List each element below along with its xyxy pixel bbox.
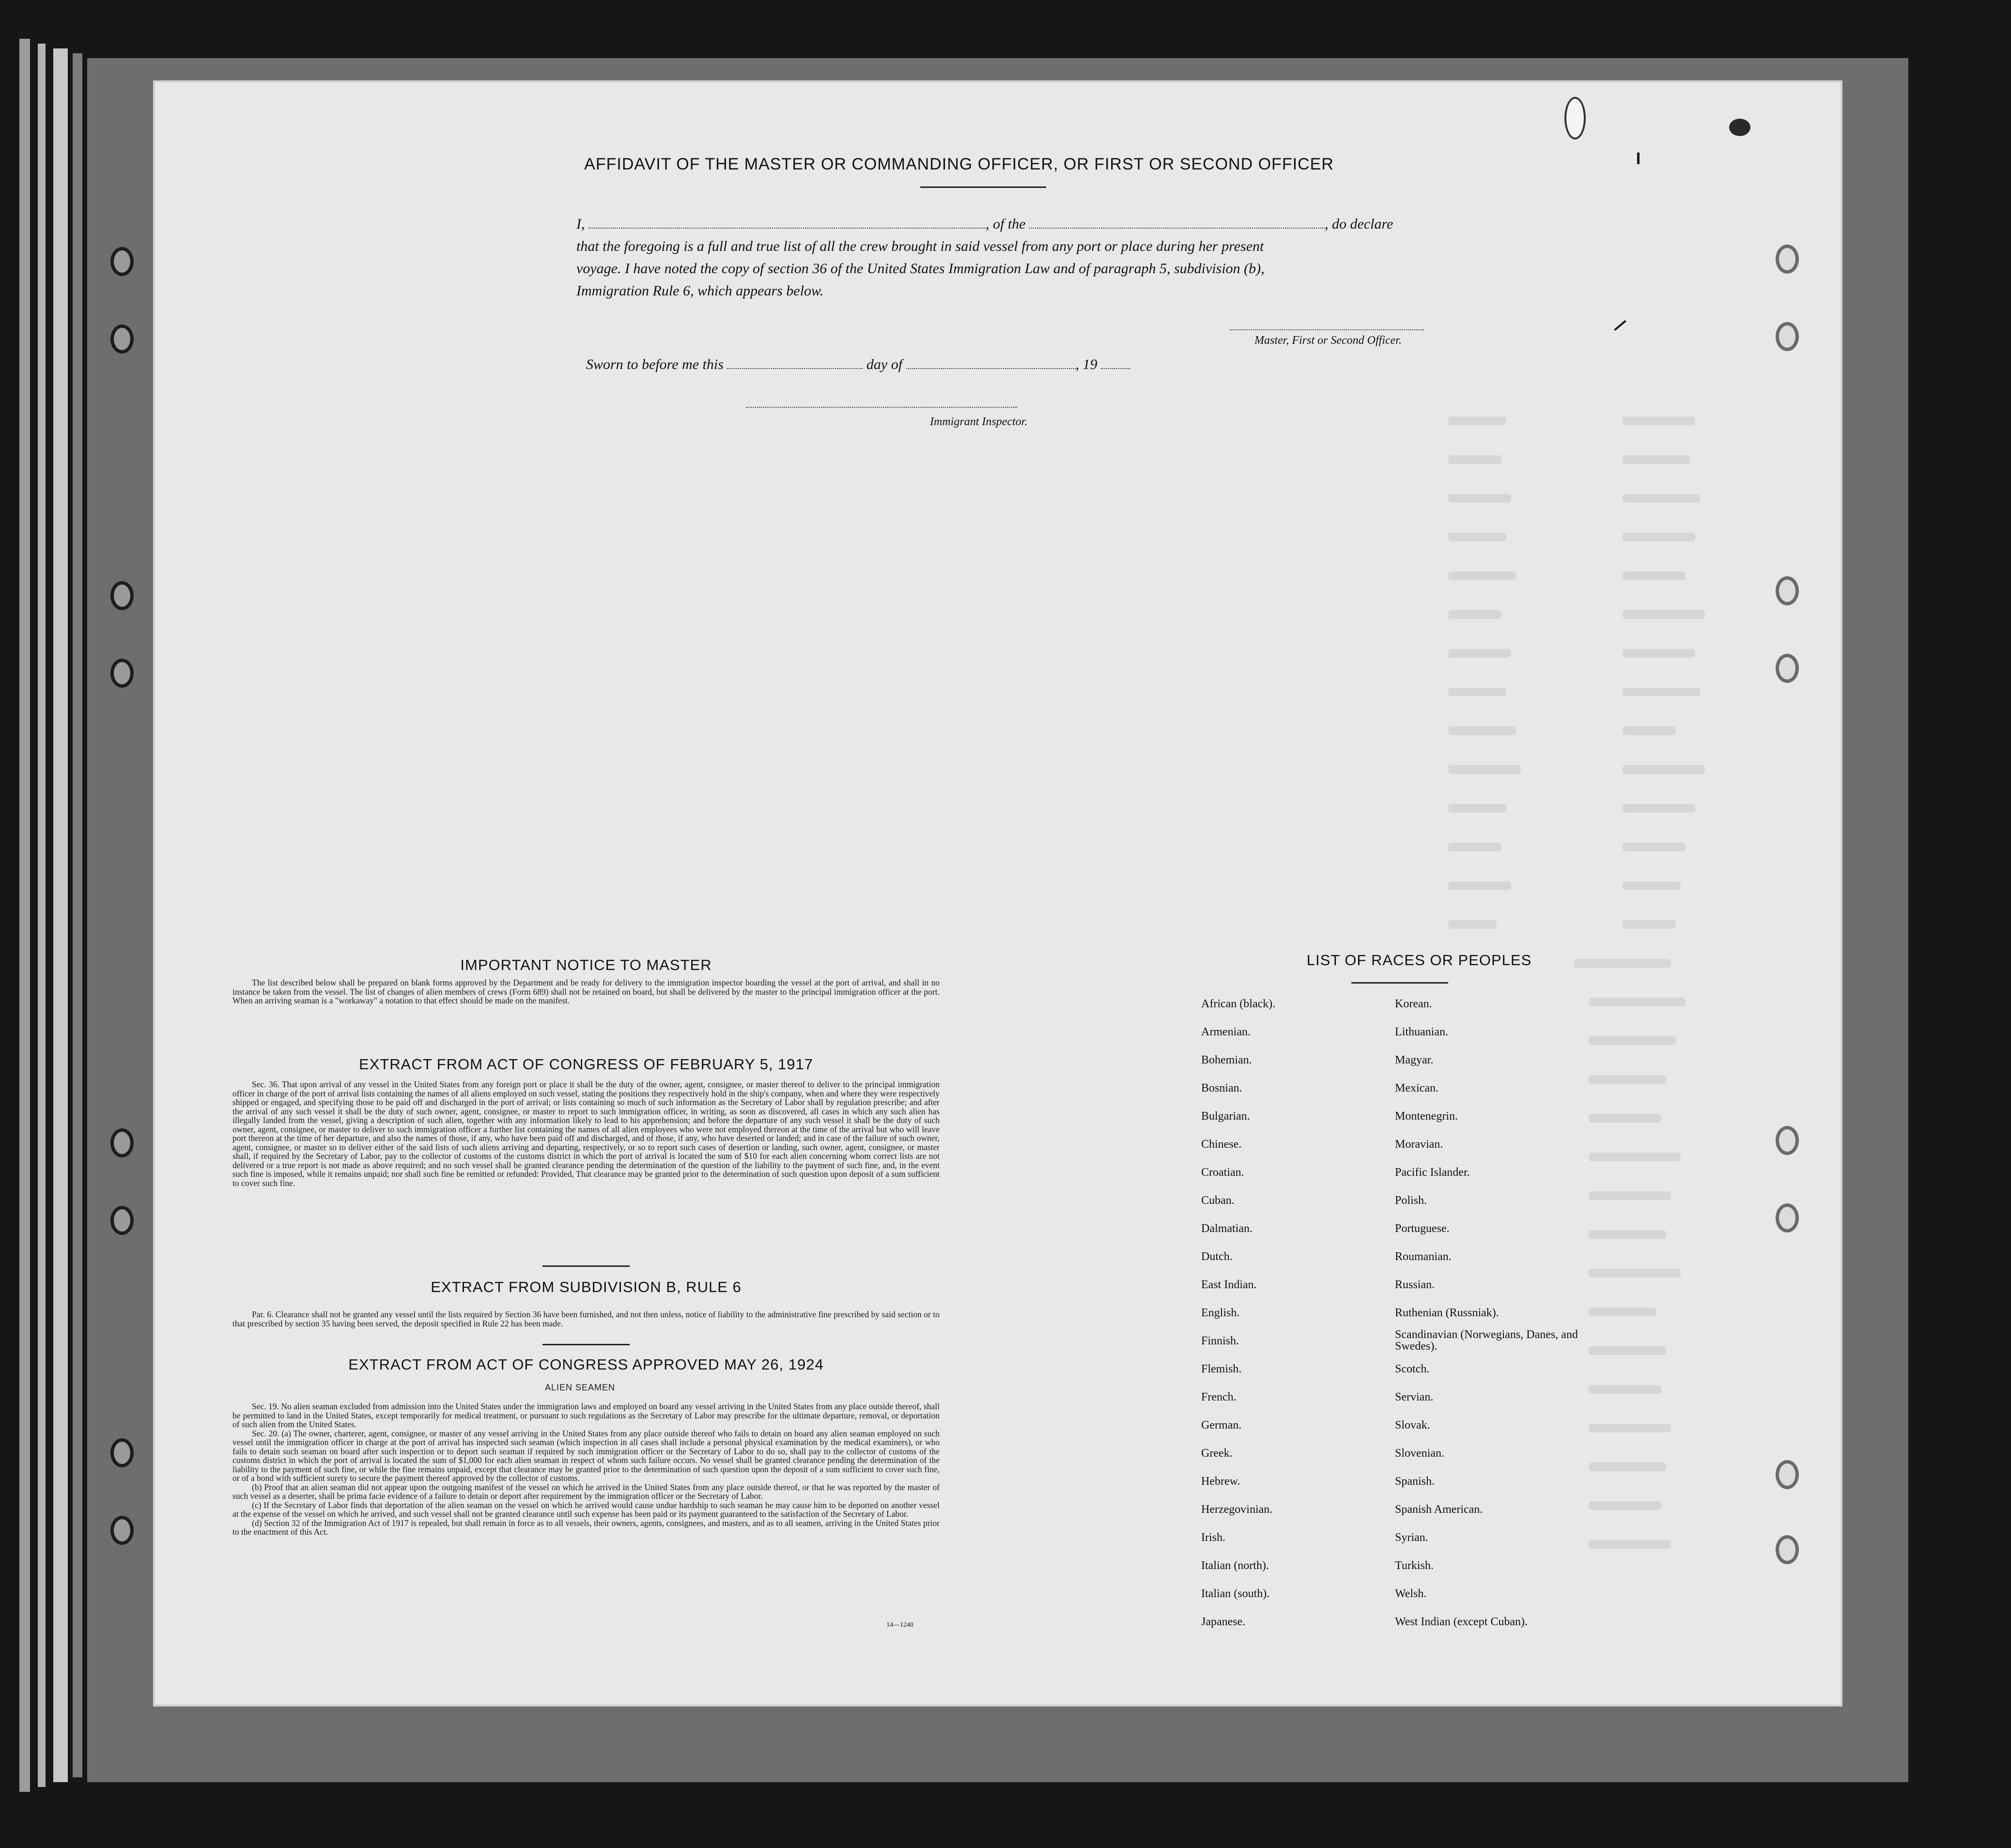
section-divider xyxy=(542,1344,630,1345)
bleed-through xyxy=(1448,804,1506,813)
declaration-line-4: Immigration Rule 6, which appears below. xyxy=(576,283,824,299)
bleed-through xyxy=(1623,804,1695,813)
sworn-label: Sworn to before me this xyxy=(586,356,724,372)
sec20c-paragraph: (c) If the Secretary of Labor finds that deportation of the alien seaman on the vessel on which he arrived would cause undue hardship to such seaman he may cause him to be deported on another vessel at the expense of the vessel on which he arrived, and such vessel shall not be granted clearance until such expense has been paid or its payment guaranteed to the satisfaction of the Secretary of Labor. xyxy=(232,1500,940,1519)
bleed-through xyxy=(1448,688,1506,696)
race-item: Bohemian. xyxy=(1201,1054,1252,1066)
race-item: English. xyxy=(1201,1307,1240,1319)
bleed-through xyxy=(1623,649,1695,658)
i-label: I, xyxy=(576,216,585,232)
race-item: Scandinavian (Norwegians, Danes, and Swedes). xyxy=(1395,1328,1578,1353)
title-underline xyxy=(920,186,1046,188)
name-blank xyxy=(588,228,986,229)
bleed-through xyxy=(1623,455,1690,464)
declaration-line-2: that the foregoing is a full and true list of all the crew brought in said vessel from any port or place during her present xyxy=(576,238,1264,254)
race-item: Russian. xyxy=(1395,1278,1435,1291)
extract-1917-heading: EXTRACT FROM ACT OF CONGRESS OF FEBRUARY 5, 1917 xyxy=(358,1056,814,1073)
binding-edge xyxy=(53,48,68,1782)
binder-hole xyxy=(110,1206,134,1235)
races-underline xyxy=(1351,982,1448,984)
extract-1917-text xyxy=(232,1080,940,1187)
bleed-through xyxy=(1623,920,1676,929)
bleed-through xyxy=(1589,1308,1656,1316)
binding-edge xyxy=(73,53,82,1777)
rule6-heading: EXTRACT FROM SUBDIVISION B, RULE 6 xyxy=(431,1278,742,1295)
race-item: Scotch. xyxy=(1395,1363,1430,1375)
race-item: Dalmatian. xyxy=(1201,1222,1253,1235)
sec20b-paragraph: (b) Proof that an alien seaman did not appear upon the outgoing manifest of the vessel on which he arrived in the United States from any place outside thereof, or that he was reported by the master of such vessel as a deserter, shall be prima facie evidence of a failure to detain or deport after requirement by the immigration officer or the Secretary of Labor. xyxy=(232,1482,940,1501)
bleed-through xyxy=(1448,843,1501,851)
race-item: Turkish. xyxy=(1395,1559,1434,1572)
bleed-through xyxy=(1623,881,1681,890)
notice-paragraph: The list described below shall be prepared on blank forms approved by the Department and be ready for delivery to the immigration inspector boarding the vessel at the port of arrival, and shall in no instance be taken from the vessel. The list of changes of alien members of crews (Form 689) shall not be retained on board, but shall be delivered by the master to the principal immigration officer at the port. When an arriving seaman is a "workaway" a notation to that effect should be made on the manifest. xyxy=(232,978,940,1005)
race-item: Spanish. xyxy=(1395,1475,1435,1488)
sec20a-paragraph: Sec. 20. (a) The owner, charterer, agent, consignee, or master of any vessel arriving in the United States from any place outside thereof who fails to detain on board any alien seaman employed on such vessel until the immigration officer in charge at the port of arrival has inspected such seaman (which inspection in all cases shall include a personal physical examination by the medical examiners), or who fails to detain such seaman on board after such inspection or to deport such seaman if required by such immigration officer or the Secretary of Labor to do so, shall pay to the collector of customs of the customs district in which the port of arrival is located the sum of $1,000 for each alien seaman in respect of whom such failure occurs. No vessel shall be granted clearance pending the determination of the liability to the payment of such fine, or while the fine remains unpaid, except that clearance may be granted prior to the determination of such question upon the deposit of a sum sufficient to cover such fine, or of a bond with sufficient surety to secure the payment thereof approved by the collector of customs. xyxy=(232,1428,940,1483)
race-item: Croatian. xyxy=(1201,1166,1244,1179)
race-item: Mexican. xyxy=(1395,1082,1439,1094)
race-item: Bulgarian. xyxy=(1201,1110,1250,1123)
race-item: Moravian. xyxy=(1395,1138,1443,1151)
race-item: East Indian. xyxy=(1201,1278,1257,1291)
inspector-caption: Immigrant Inspector. xyxy=(930,416,1028,428)
binder-hole xyxy=(1776,1126,1799,1155)
tear-mark xyxy=(1564,97,1586,139)
form-number: 14—1240 xyxy=(886,1621,913,1629)
race-item: Korean. xyxy=(1395,998,1432,1010)
bleed-through xyxy=(1589,1424,1671,1432)
binder-hole xyxy=(1776,1203,1799,1232)
race-item: German. xyxy=(1201,1419,1242,1432)
binder-hole xyxy=(110,1438,134,1467)
bleed-through xyxy=(1448,610,1501,619)
race-item: Ruthenian (Russniak). xyxy=(1395,1307,1499,1319)
notice-heading: IMPORTANT NOTICE TO MASTER xyxy=(460,956,712,973)
extract-1924-text xyxy=(232,1402,940,1537)
bleed-through xyxy=(1589,1501,1661,1510)
bleed-through xyxy=(1623,494,1700,503)
sworn-line xyxy=(586,354,1472,376)
affidavit-title: AFFIDAVIT OF THE MASTER OR COMMANDING OFFICER, OR FIRST OR SECOND OFFICER xyxy=(584,155,1334,173)
bleed-through xyxy=(1623,571,1686,580)
races-heading: LIST OF RACES OR PEOPLES xyxy=(1306,952,1532,969)
rule6-text xyxy=(232,1310,940,1328)
bleed-through xyxy=(1589,998,1686,1006)
race-item: Portuguese. xyxy=(1395,1222,1450,1235)
month-blank xyxy=(906,368,1076,369)
do-declare-label: , do declare xyxy=(1325,216,1393,232)
race-item: Dutch. xyxy=(1201,1250,1233,1263)
bleed-through xyxy=(1589,1075,1666,1084)
tear-mark xyxy=(1729,119,1750,136)
bleed-through xyxy=(1448,920,1497,929)
inspector-blank xyxy=(746,407,1017,408)
bleed-through xyxy=(1589,1269,1681,1278)
binder-hole xyxy=(110,1128,134,1157)
bleed-through xyxy=(1589,1463,1666,1471)
binder-hole xyxy=(110,247,134,276)
race-item: Chinese. xyxy=(1201,1138,1242,1151)
year-blank xyxy=(1101,368,1130,369)
section-divider xyxy=(542,1265,630,1267)
race-item: African (black). xyxy=(1201,998,1276,1010)
race-item: French. xyxy=(1201,1391,1237,1403)
signature-caption: Master, First or Second Officer. xyxy=(1254,334,1402,347)
declaration-line-3: voyage. I have noted the copy of section 36 of the United States Immigration Law and of paragraph 5, subdivision (b), xyxy=(576,261,1265,277)
sec19-paragraph: Sec. 19. No alien seaman excluded from admission into the United States under the immigration laws and employed on board any vessel arriving in the United States from any place outside thereof, shall be permitted to land in the United States, except temporarily for medical treatment, or pursuant to such regulations as the Secretary of Labor may prescribe for the ultimate departure, removal, or deportation of such alien from the United States. xyxy=(232,1401,940,1429)
bleed-through xyxy=(1589,1346,1666,1355)
race-item: Irish. xyxy=(1201,1531,1225,1544)
notice-text xyxy=(232,978,940,1005)
day-blank xyxy=(727,368,863,369)
race-item: Pacific Islander. xyxy=(1395,1166,1470,1179)
binder-hole xyxy=(110,581,134,610)
race-item: Armenian. xyxy=(1201,1026,1251,1038)
race-item: Japanese. xyxy=(1201,1616,1246,1628)
rule6-paragraph: Par. 6. Clearance shall not be granted any vessel until the lists required by Section 36 have been furnished, and not then unless, notice of liability to the administrative fine prescribed by said section or to that prescribed by section 35 having been served, the deposit specified in Rule 22 has been made. xyxy=(232,1309,940,1328)
bleed-through xyxy=(1623,765,1705,774)
bleed-through xyxy=(1448,494,1511,503)
binder-hole xyxy=(110,324,134,354)
bleed-through xyxy=(1448,533,1506,541)
bleed-through xyxy=(1623,610,1705,619)
binder-hole xyxy=(110,659,134,688)
race-item: Hebrew. xyxy=(1201,1475,1240,1488)
binder-hole xyxy=(1776,1535,1799,1564)
pen-mark xyxy=(1637,153,1640,164)
extract-1924-heading: EXTRACT FROM ACT OF CONGRESS APPROVED MAY 26, 1924 xyxy=(348,1356,824,1373)
year-label: , 19 xyxy=(1075,356,1098,372)
bleed-through xyxy=(1589,1385,1661,1394)
race-item: Finnish. xyxy=(1201,1335,1239,1347)
binder-hole xyxy=(1776,654,1799,683)
declaration-line-1 xyxy=(576,213,1463,235)
bleed-through xyxy=(1623,843,1686,851)
binder-hole xyxy=(1776,1460,1799,1489)
race-item: Greek. xyxy=(1201,1447,1233,1460)
race-item: Slovak. xyxy=(1395,1419,1430,1432)
bleed-through xyxy=(1589,1230,1666,1239)
race-item: Italian (south). xyxy=(1201,1587,1270,1600)
race-item: Lithuanian. xyxy=(1395,1026,1448,1038)
race-item: Montenegrin. xyxy=(1395,1110,1458,1123)
bleed-through xyxy=(1623,726,1676,735)
binder-hole xyxy=(1776,576,1799,605)
binder-hole xyxy=(1776,245,1799,274)
bleed-through xyxy=(1448,649,1511,658)
bleed-through xyxy=(1448,455,1501,464)
bleed-through xyxy=(1623,688,1700,696)
bleed-through xyxy=(1623,416,1695,425)
race-item: Servian. xyxy=(1395,1391,1434,1403)
signature-blank xyxy=(1230,329,1424,330)
race-item: Herzegovinian. xyxy=(1201,1503,1273,1516)
sec20d-paragraph: (d) Section 32 of the Immigration Act of 1917 is repealed, but shall remain in force as to all vessels, their owners, agents, consignees, and masters, and as to all seamen, arriving in the United States prior to the enactment of this Act. xyxy=(232,1518,940,1537)
binder-hole xyxy=(110,1516,134,1545)
bleed-through xyxy=(1448,416,1506,425)
day-of-label: day of xyxy=(866,356,903,372)
bleed-through xyxy=(1589,1540,1671,1549)
bleed-through xyxy=(1448,881,1511,890)
binding-edge xyxy=(19,39,30,1792)
race-item: Magyar. xyxy=(1395,1054,1434,1066)
of-the-label: , of the xyxy=(986,216,1026,232)
race-item: Roumanian. xyxy=(1395,1250,1452,1263)
race-item: Bosnian. xyxy=(1201,1082,1242,1094)
bleed-through xyxy=(1623,533,1695,541)
bleed-through xyxy=(1589,1191,1671,1200)
race-item: Flemish. xyxy=(1201,1363,1242,1375)
race-item: Spanish American. xyxy=(1395,1503,1483,1516)
bleed-through xyxy=(1589,1114,1661,1123)
race-item: Slovenian. xyxy=(1395,1447,1444,1460)
binding-edge xyxy=(38,44,46,1787)
race-item: Italian (north). xyxy=(1201,1559,1269,1572)
bleed-through xyxy=(1589,1036,1676,1045)
race-item: West Indian (except Cuban). xyxy=(1395,1616,1528,1628)
race-item: Cuban. xyxy=(1201,1194,1235,1207)
bleed-through xyxy=(1448,571,1516,580)
binder-hole xyxy=(1776,322,1799,351)
race-item: Polish. xyxy=(1395,1194,1427,1207)
section-36-paragraph: Sec. 36. That upon arrival of any vessel in the United States from any foreign port or place it shall be the duty of the owner, agent, consignee, or master thereof to deliver to the principal immigration officer in charge of the port of arrival lists containing the names of all aliens employed on such vessel, stating the positions they respectively hold in the ship's company, when and where they were respectively shipped or engaged, and specifying those to be paid off and discharged in the port of arrival; or lists containing so much of such information as the Secretary of Labor shall by regulation prescribe; and after the arrival of any such vessel it shall be the duty of such owner, agent, consignee, or master to report to such immigration officer, in writing, as soon as discovered, all cases in which any such alien has illegally landed from the vessel, giving a description of such alien, together with any information likely to lead to his apprehension; and before the departure of any such vessel it shall be the duty of such owner, agent, consignee, or master to deliver to such immigration officer a further list containing the names of all alien employees who were not employed thereon at the time of the arrival but who will leave port thereon at the time of her departure, and also the names of those, if any, who have been paid off and discharged, and of those, if any, who have deserted or landed; and in case of the failure of such owner, agent, consignee, or master so to deliver either of the said lists of such aliens arriving and departing, respectively, or so to report such cases of desertion or landing, such owner, agent, consignee, or master shall, if required by the Secretary of Labor, pay to the collector of customs of the customs district in which the port of arrival is located the sum of $10 for each alien concerning whom correct lists are not delivered or a true report is not made as above required; and no such vessel shall be granted clearance pending the determination of the question of the liability to the payment of such fine, and, in the event such fine is imposed, while it remains unpaid; nor shall such fine be remitted or refunded: Provided, That clearance may be granted prior to the determination of such question upon deposit of a sum sufficient to cover such fine. xyxy=(232,1079,940,1188)
bleed-through xyxy=(1448,765,1521,774)
vessel-blank xyxy=(1029,228,1325,229)
race-item: Welsh. xyxy=(1395,1587,1427,1600)
alien-seamen-subheading: ALIEN SEAMEN xyxy=(545,1383,616,1392)
bleed-through xyxy=(1589,1153,1681,1161)
bleed-through xyxy=(1448,726,1516,735)
race-item: Syrian. xyxy=(1395,1531,1428,1544)
